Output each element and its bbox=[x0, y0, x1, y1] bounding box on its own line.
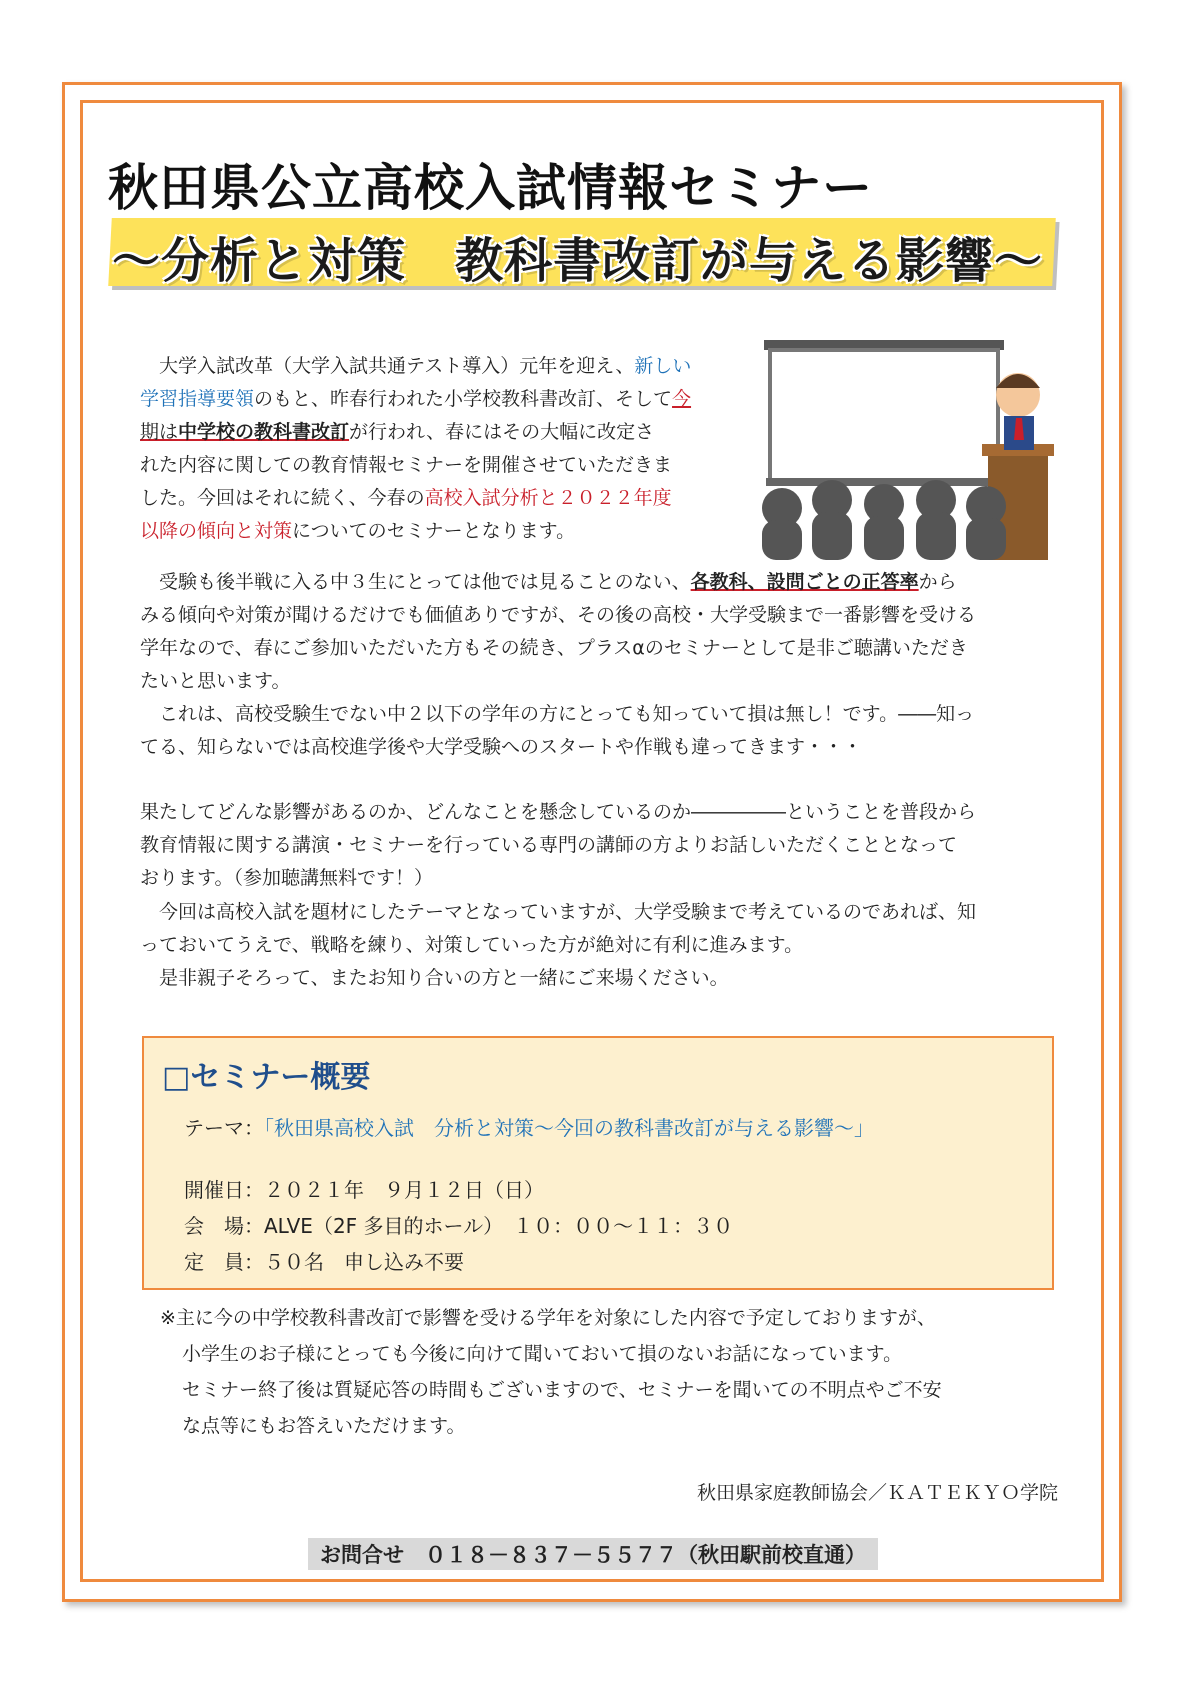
overview-date: 開催日：２０２１年 ９月１２日（日） bbox=[184, 1178, 544, 1202]
page-subtitle: ～分析と対策 教科書改訂が与える影響～ bbox=[112, 233, 1044, 289]
paragraph-4: 果たしてどんな影響があるのか、どんなことを懸念しているのか―――――ということを普段から 教育情報に関する講演・セミナーを行っている専門の講師の方よりお話しいただくこととなって おります。（参加聴講無料です！） bbox=[140, 801, 977, 889]
paragraph-3: これは、高校受験生でない中２以下の学年の方にとっても知っていて損は無し！です。――知っ てる、知らないでは高校進学後や大学受験へのスタートや作戦も違ってきます・・・ bbox=[140, 703, 975, 758]
paragraph-5: 今回は高校入試を題材にしたテーマとなっていますが、大学受験まで考えているのであれば、知 っておいてうえで、戦略を練り、対策していった方が絶対に有利に進みます。 是非親子そろって、またお知り合いの方と一緒にご来場ください。 bbox=[140, 901, 977, 989]
seminar-illustration bbox=[760, 340, 1090, 560]
overview-title: □セミナー概要 bbox=[162, 1060, 371, 1095]
organizer: 秋田県家庭教師協会／ＫＡＴＥＫＹＯ学院 bbox=[696, 1482, 1058, 1504]
overview-theme: テーマ：「秋田県高校入試 分析と対策～今回の教科書改訂が与える影響～」 bbox=[184, 1116, 874, 1140]
paragraph-2: 受験も後半戦に入る中３生にとっては他では見ることのない、各教科、設問ごとの正答率から みる傾向や対策が聞けるだけでも価値ありですが、その後の高校・大学受験まで一番影響を受ける 学年なので、春にご参加いただいた方もその続き、プラスαのセミナーとして是非ご聴講いただき たいと思います。 bbox=[140, 571, 977, 692]
notes: ※主に今の中学校教科書改訂で影響を受ける学年を対象にした内容で予定しておりますが、 小学生のお子様にとっても今後に向けて聞いておいて損のないお話になっています。 セミナー終了後は質疑応答の時間もございますので、セミナーを聞いての不明点やご不安 な点等にもお答えいただけます。 bbox=[160, 1307, 942, 1437]
overview-capacity: 定 員：５０名 申し込み不要 bbox=[184, 1250, 464, 1274]
contact-info: お問合せ ０１８－８３７－５５７７（秋田駅前校直通） bbox=[308, 1538, 878, 1570]
seminar-overview-box bbox=[142, 1036, 1054, 1290]
intro-paragraph: 大学入試改革（大学入試共通テスト導入）元年を迎え、新しい 学習指導要領のもと、昨春行われた小学校教科書改訂、そして今 期は中学校の教科書改訂が行われ、春にはその大幅に改定さ れた内容に関しての教育情報セミナーを開催させていただきま した。今回はそれに続く、今春の高校入試分析と２０２２年度 以降の傾向と対策についてのセミナーとなります。 bbox=[140, 355, 692, 542]
overview-venue: 会 場：ALVE（2F 多目的ホール） １０：００～１１：３０ bbox=[184, 1214, 734, 1238]
page-title: 秋田県公立高校入試情報セミナー bbox=[108, 159, 873, 217]
